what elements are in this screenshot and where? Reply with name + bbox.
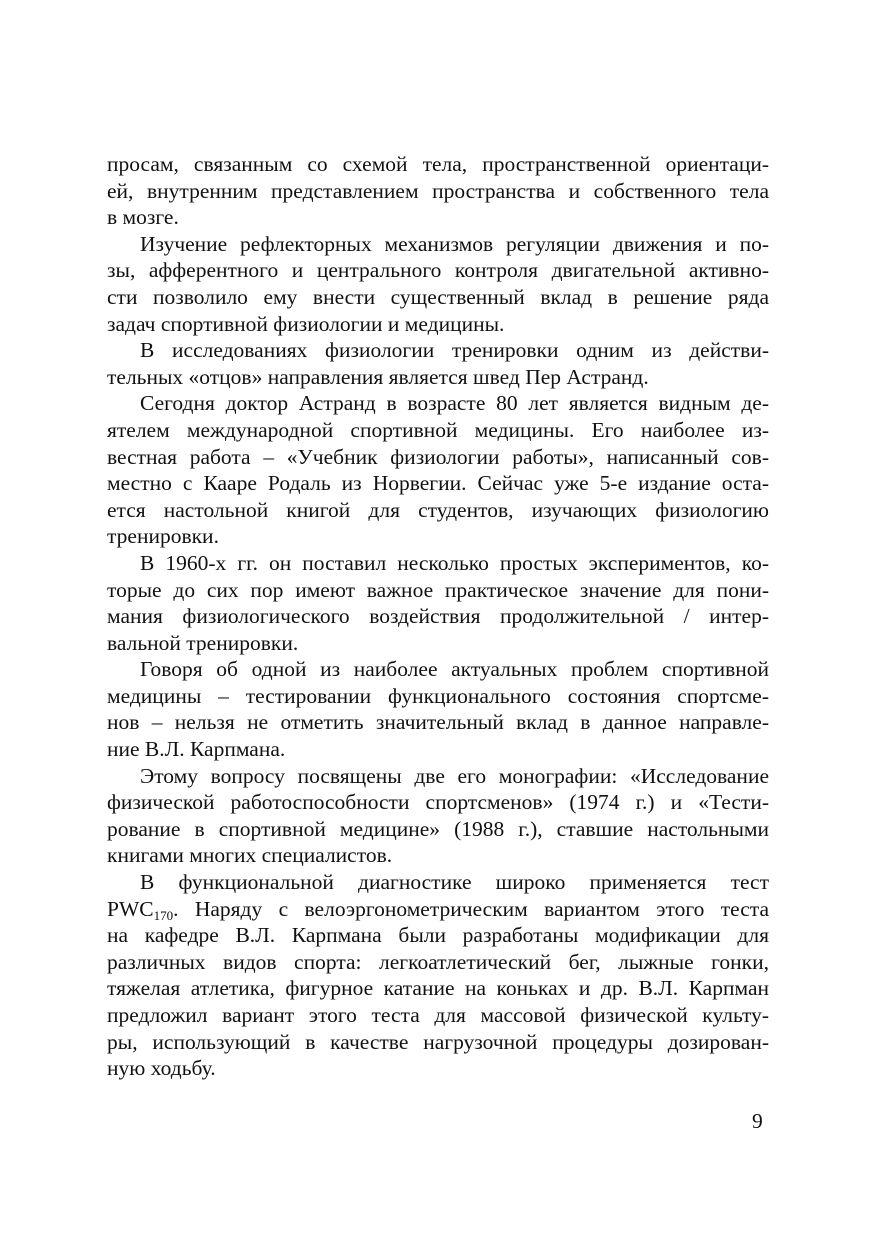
paragraph [107,869,769,1082]
text-line: задач спортивной физиологии и медицины. [107,311,505,336]
text-line: торые до сих пор имеют важное практическое значение для пони- [107,577,769,602]
text-line: рование в спортивной медицине» (1988 г.), ставшие настольными [107,816,769,841]
text-line: медицины – тестировании функционального состояния спортсме- [107,683,769,708]
text-line: вестная работа – «Учебник физиологии работы», написанный сов- [107,444,769,469]
text-line: вальной тренировки. [107,630,299,655]
text-line-rest: . Наряду с велоэргонометрическим вариантом этого теста [173,896,769,921]
text-line: Этому вопросу посвящены две его монографии: «Исследование [140,763,769,788]
paragraph [107,550,769,656]
pwc-subscript: 170 [153,907,174,923]
text-line [107,896,769,923]
text-line: Сегодня доктор Астранд в возрасте 80 лет является видным де- [140,391,769,416]
text-line: ятелем международной спортивной медицины. Его наиболее из- [107,417,769,442]
text-line: Изучение рефлекторных механизмов регуляции движения и по- [140,231,769,256]
text-line: ную ходьбу. [107,1056,216,1081]
text-line: В исследованиях физиологии тренировки одним из действи- [140,338,769,363]
text-line: В 1960-х гг. он поставил несколько простых экспериментов, ко- [140,550,769,575]
text-line: местно с Кааре Родаль из Норвегии. Сейчас уже 5-е издание оста- [107,471,769,496]
page-number: 9 [752,1109,763,1133]
paragraph [107,337,769,390]
text-line: ей, внутренним представлением пространства и собственного тела [107,178,769,203]
paragraph [107,656,769,762]
text-line: В функциональной диагностике широко применяется тест [140,870,769,895]
text-line: мания физиологического воздействия продолжительной / интер- [107,604,769,629]
text-line: просам, связанным со схемой тела, пространственной ориентаци- [107,152,769,176]
text-line: тяжелая атлетика, фигурное катание на коньках и др. В.Л. Карпман [107,976,769,1001]
text-line: нов – нельзя не отметить значительный вклад в данное направле- [107,710,769,735]
paragraph [107,390,769,550]
body-text [107,151,769,1082]
text-line: Говоря об одной из наиболее актуальных проблем спортивной [140,657,769,682]
text-line: тренировки. [107,524,219,549]
text-line: в мозге. [107,205,179,230]
pwc-label: PWC [107,896,154,921]
text-line: зы, афферентного и центрального контроля двигательной активно- [107,258,769,283]
paragraph [107,763,769,869]
text-line: физической работоспособности спортсменов» (1974 г.) и «Тести- [107,790,769,815]
text-line: различных видов спорта: легкоатлетический бег, лыжные гонки, [107,949,769,974]
text-line: тельных «отцов» направления является швед Пер Астранд. [107,364,649,389]
text-line: книгами многих специалистов. [107,843,393,868]
paragraph [107,231,769,337]
text-line: предложил вариант этого теста для массовой физической культу- [107,1003,769,1027]
text-line: ется настольной книгой для студентов, изучающих физиологию [107,497,769,522]
paragraph [107,151,769,231]
text-line: на кафедре В.Л. Карпмана были разработаны модификации для [107,923,769,948]
text-line: ры, использующий в качестве нагрузочной процедуры дозирован- [107,1029,769,1054]
text-line: сти позволило ему внести существенный вклад в решение ряда [107,284,769,309]
text-line: ние В.Л. Карпмана. [107,737,286,762]
